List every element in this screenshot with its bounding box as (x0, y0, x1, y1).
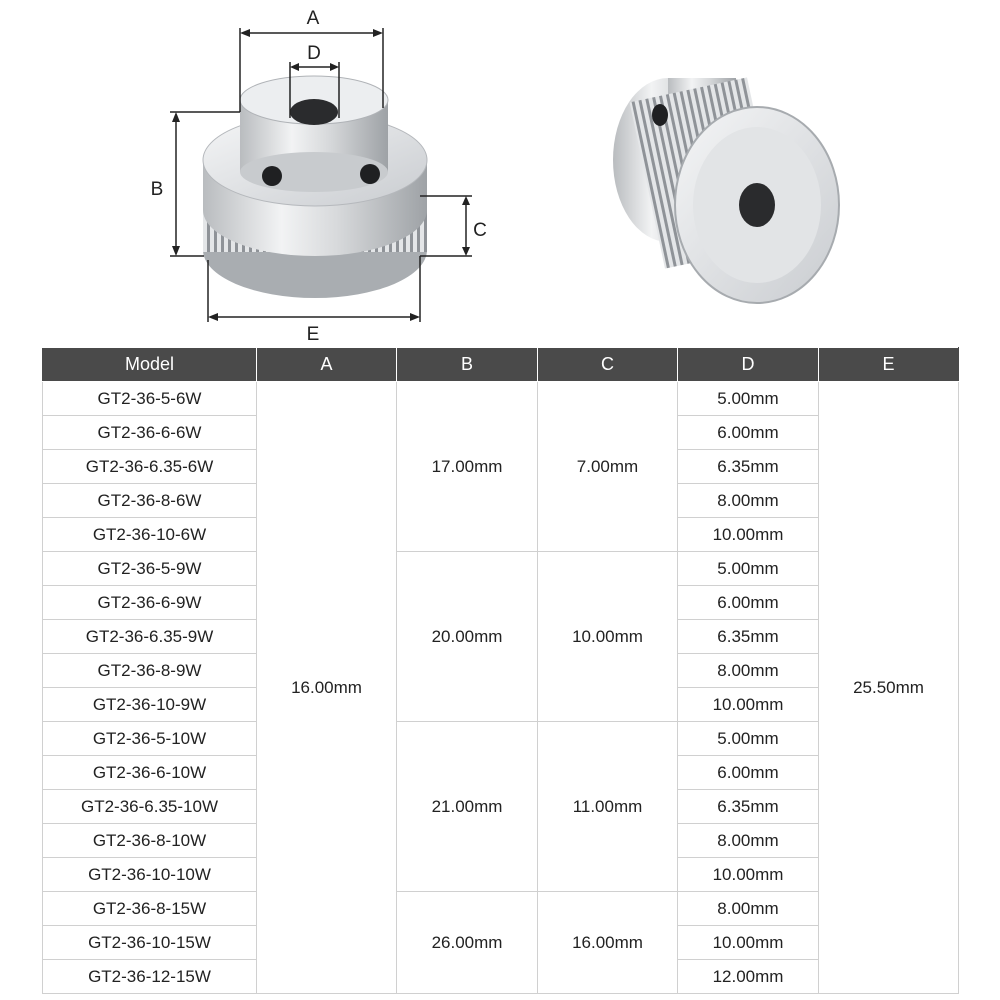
model-cell: GT2-36-10-15W (43, 926, 257, 960)
pulley-right-image (613, 77, 839, 303)
table-row (43, 382, 959, 416)
d-value-cell: 6.35mm (678, 790, 819, 824)
header-b: B (397, 348, 538, 382)
b-value-cell: 26.00mm (397, 892, 538, 994)
dimension-label-e: E (306, 324, 320, 345)
d-value-cell: 8.00mm (678, 654, 819, 688)
c-value-cell: 11.00mm (538, 722, 678, 892)
d-value-cell: 6.35mm (678, 620, 819, 654)
d-value-cell: 5.00mm (678, 382, 819, 416)
d-value-cell: 10.00mm (678, 926, 819, 960)
dimension-label-c: C (473, 220, 487, 241)
model-cell: GT2-36-10-10W (43, 858, 257, 892)
dimension-label-a: A (306, 8, 320, 29)
d-value-cell: 5.00mm (678, 722, 819, 756)
d-value-cell: 8.00mm (678, 484, 819, 518)
header-a: A (257, 348, 397, 382)
model-cell: GT2-36-8-10W (43, 824, 257, 858)
model-cell: GT2-36-5-6W (43, 382, 257, 416)
pulley-figure (0, 0, 1000, 346)
table-header-row (43, 348, 959, 382)
d-value-cell: 5.00mm (678, 552, 819, 586)
header-c: C (538, 348, 678, 382)
model-cell: GT2-36-5-10W (43, 722, 257, 756)
model-cell: GT2-36-6.35-10W (43, 790, 257, 824)
d-value-cell: 6.35mm (678, 450, 819, 484)
pulley-left-image (203, 76, 427, 298)
d-value-cell: 8.00mm (678, 892, 819, 926)
spec-table (42, 347, 959, 994)
model-cell: GT2-36-6.35-9W (43, 620, 257, 654)
model-cell: GT2-36-10-6W (43, 518, 257, 552)
header-d: D (678, 348, 819, 382)
d-value-cell: 10.00mm (678, 688, 819, 722)
model-cell: GT2-36-6-9W (43, 586, 257, 620)
c-value-cell: 16.00mm (538, 892, 678, 994)
d-value-cell: 6.00mm (678, 416, 819, 450)
model-cell: GT2-36-8-9W (43, 654, 257, 688)
d-value-cell: 10.00mm (678, 518, 819, 552)
d-value-cell: 10.00mm (678, 858, 819, 892)
model-cell: GT2-36-5-9W (43, 552, 257, 586)
model-cell: GT2-36-8-6W (43, 484, 257, 518)
header-model: Model (43, 348, 257, 382)
model-cell: GT2-36-8-15W (43, 892, 257, 926)
e-value-cell: 25.50mm (819, 382, 959, 994)
c-value-cell: 10.00mm (538, 552, 678, 722)
d-value-cell: 8.00mm (678, 824, 819, 858)
c-value-cell: 7.00mm (538, 382, 678, 552)
b-value-cell: 21.00mm (397, 722, 538, 892)
model-cell: GT2-36-6-10W (43, 756, 257, 790)
dimension-label-b: B (150, 179, 164, 200)
model-cell: GT2-36-6-6W (43, 416, 257, 450)
model-cell: GT2-36-12-15W (43, 960, 257, 994)
model-cell: GT2-36-10-9W (43, 688, 257, 722)
b-value-cell: 20.00mm (397, 552, 538, 722)
b-value-cell: 17.00mm (397, 382, 538, 552)
a-value-cell: 16.00mm (257, 382, 397, 994)
model-cell: GT2-36-6.35-6W (43, 450, 257, 484)
header-e: E (819, 348, 959, 382)
table-body (43, 382, 959, 994)
d-value-cell: 12.00mm (678, 960, 819, 994)
d-value-cell: 6.00mm (678, 586, 819, 620)
dimension-label-d: D (307, 43, 321, 64)
d-value-cell: 6.00mm (678, 756, 819, 790)
